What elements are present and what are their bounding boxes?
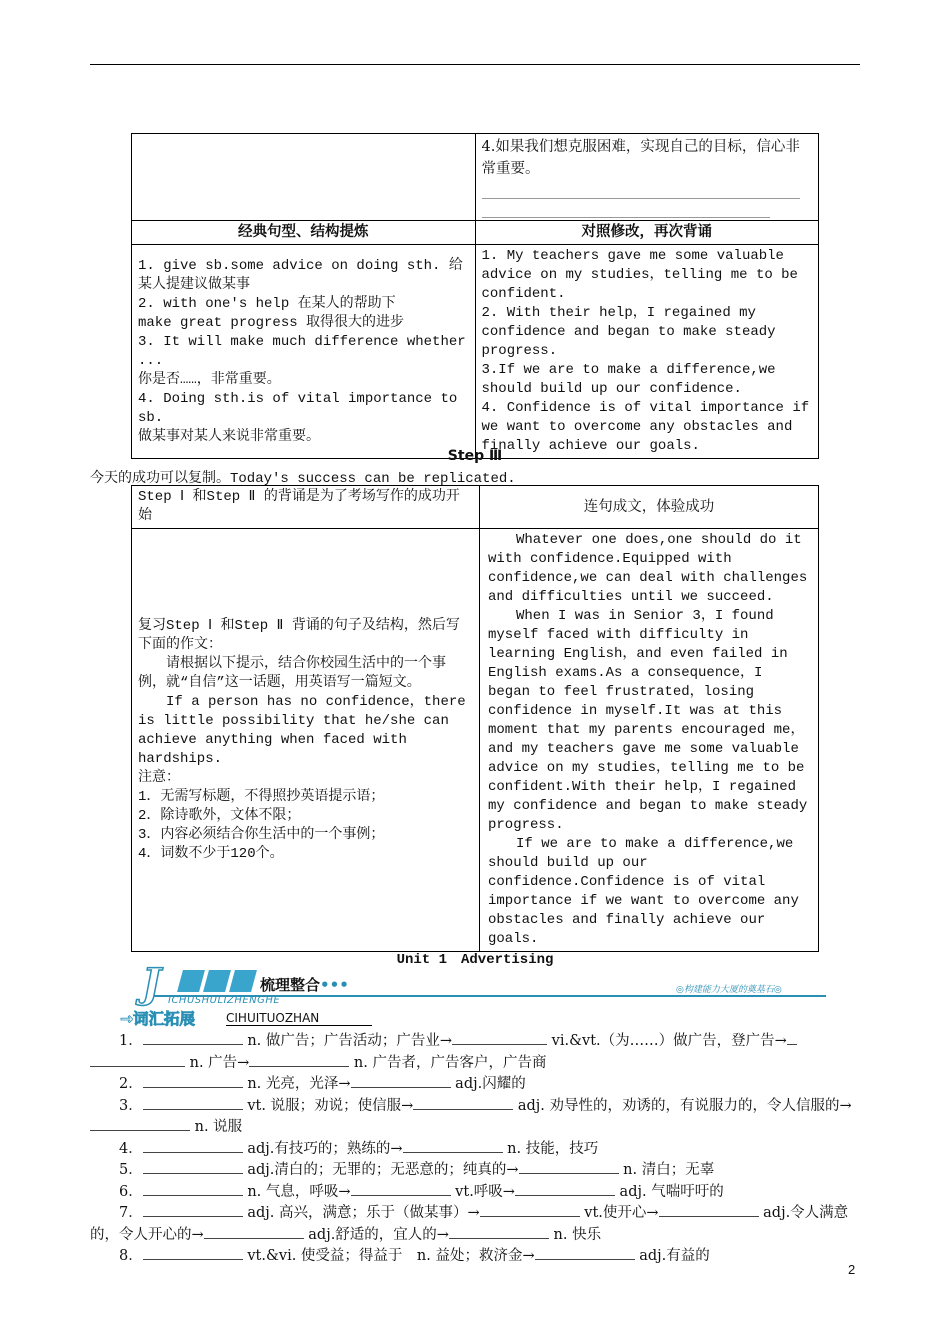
answer-blank[interactable] bbox=[351, 1181, 451, 1196]
banner-main-text: 梳理整合 bbox=[260, 976, 321, 994]
vocab-item bbox=[90, 1202, 860, 1245]
answer-blank[interactable] bbox=[449, 1224, 549, 1239]
answer-blank[interactable] bbox=[413, 1095, 513, 1110]
answer-blank[interactable] bbox=[204, 1224, 304, 1239]
sentence-structure-table bbox=[131, 133, 819, 459]
instruction-line: 4．词数不少于120个。 bbox=[138, 845, 284, 862]
vocab-text: adj.闪耀的 bbox=[450, 1076, 526, 1092]
table-row bbox=[132, 245, 819, 459]
answer-blank[interactable] bbox=[787, 1030, 797, 1045]
vocab-text: adj.有技巧的；熟练的→ bbox=[242, 1140, 403, 1157]
structure-line: 4. Doing sth.is of vital importance to sb. bbox=[138, 391, 466, 426]
vocab-text: n. 广告者，广告客户，广告商 bbox=[349, 1054, 547, 1071]
sentences-cell bbox=[475, 245, 819, 459]
vocab-text: n. 快乐 bbox=[548, 1226, 602, 1243]
structure-line: 2. with one's help 在某人的帮助下 bbox=[138, 296, 396, 312]
structure-line: 3. It will make much difference whether ... bbox=[138, 334, 475, 369]
answer-blank[interactable] bbox=[249, 1052, 349, 1067]
empty-cell bbox=[132, 134, 476, 221]
unit-title: Unit 1 Advertising bbox=[396, 952, 554, 968]
answer-blank[interactable] bbox=[143, 1138, 243, 1153]
structure-line: 做某事对某人来说非常重要。 bbox=[138, 429, 320, 445]
item-number: 1． bbox=[119, 1033, 143, 1049]
step-intro: 今天的成功可以复制。Today's success can be replicated. bbox=[90, 471, 516, 487]
instruction-line: If a person has no confidence，there is little possibility that he/she can achieve anything when faced with hardships. bbox=[138, 693, 475, 767]
banner-pinyin: ICHUSHULIZHENGHE bbox=[168, 995, 281, 1006]
answer-blank[interactable] bbox=[452, 1030, 547, 1045]
header-rule bbox=[90, 64, 860, 65]
vocab-item bbox=[90, 1095, 860, 1138]
instruction-line: 3．内容必须结合你生活中的一个事例； bbox=[138, 826, 385, 843]
instruction-line: 1．无需写标题，不得照抄英语提示语； bbox=[138, 788, 385, 805]
vocab-item bbox=[90, 1030, 860, 1073]
banner-sub-pinyin: CIHUITUOZHAN bbox=[226, 1011, 372, 1026]
vocab-text: vt.使开心→ bbox=[579, 1205, 659, 1221]
answer-blank[interactable] bbox=[351, 1073, 451, 1088]
item-number: 2． bbox=[119, 1076, 143, 1092]
instruction-line: 复习Step Ⅰ 和Step Ⅱ 背诵的句子及结构，然后写下面的作文： bbox=[138, 617, 460, 653]
vocab-text: vt. 说服；劝说；使信服→ bbox=[242, 1097, 414, 1114]
answer-blank[interactable] bbox=[515, 1181, 615, 1196]
translation-text: 4.如果我们想克服困难，实现自己的目标，信心非常重要。 bbox=[481, 139, 800, 177]
sentence-line: 4. Confidence is of vital importance if we want to overcome any obstacles and finally achieve our goals. bbox=[481, 400, 818, 454]
item-number: 4． bbox=[119, 1140, 143, 1157]
answer-blank[interactable] bbox=[143, 1095, 243, 1110]
answer-blank[interactable] bbox=[143, 1073, 243, 1088]
table-row bbox=[132, 134, 819, 221]
banner-subtitle: →词汇拓展 bbox=[120, 1010, 195, 1028]
vocab-item bbox=[90, 1245, 860, 1267]
vocab-text: n. 气息，呼吸→ bbox=[242, 1183, 351, 1200]
answer-blank[interactable] bbox=[659, 1202, 759, 1217]
vocab-text: n. 广告→ bbox=[185, 1054, 250, 1071]
table-row bbox=[132, 529, 819, 952]
instruction-line: 注意： bbox=[138, 769, 180, 786]
vocab-text: vt.&vi. 使受益；得益于 n. 益处；救济金→ bbox=[242, 1248, 535, 1264]
vocab-item bbox=[90, 1073, 860, 1095]
item-number: 3． bbox=[119, 1097, 143, 1114]
item-number: 5． bbox=[119, 1162, 143, 1178]
step-title: Step Ⅲ bbox=[447, 448, 503, 464]
answer-blank[interactable] bbox=[482, 201, 770, 218]
vocab-text: n. 光亮，光泽→ bbox=[242, 1076, 351, 1092]
structures-cell bbox=[132, 245, 476, 459]
vocab-text: adj.有益的 bbox=[634, 1248, 710, 1264]
essay-cell bbox=[480, 529, 819, 952]
vocab-text: adj. 气喘吁吁的 bbox=[614, 1183, 724, 1200]
answer-blank[interactable] bbox=[143, 1202, 243, 1217]
header-right: 连句成文，体验成功 bbox=[480, 486, 819, 529]
sentence-line: 1. My teachers gave me some valuable advice on my studies，telling me to be confident. bbox=[481, 248, 807, 302]
banner-dots: ••• bbox=[320, 976, 349, 994]
answer-blank[interactable] bbox=[480, 1202, 580, 1217]
table-row bbox=[132, 486, 819, 529]
answer-blank[interactable] bbox=[143, 1159, 243, 1174]
vocabulary-list bbox=[90, 1030, 860, 1267]
table-row bbox=[132, 221, 819, 245]
answer-blank[interactable] bbox=[143, 1030, 243, 1045]
answer-blank[interactable] bbox=[535, 1245, 635, 1260]
instruction-line: 请根据以下提示，结合你校园生活中的一个事例，就“自信”这一话题，用英语写一篇短文。 bbox=[138, 655, 446, 691]
banner-letter: J bbox=[142, 960, 161, 1007]
essay-paragraph: Whatever one does,one should do it with confidence.Equipped with confidence,we can deal with challenges and difficulties until we succeed. bbox=[488, 532, 816, 605]
vocab-text: adj.清白的；无罪的；无恶意的；纯真的→ bbox=[242, 1162, 519, 1178]
structure-line: make great progress 取得很大的进步 bbox=[138, 315, 405, 331]
sentence-line: 2. With their help，I regained my confidence and began to make steady progress. bbox=[481, 305, 784, 359]
vocab-text: n. 做广告；广告活动；广告业→ bbox=[242, 1033, 453, 1049]
answer-blank[interactable] bbox=[90, 1116, 190, 1131]
vocab-text: vi.&vt.（为……）做广告，登广告→ bbox=[547, 1033, 787, 1049]
instruction-line: 2．除诗歌外，文体不限； bbox=[138, 807, 301, 824]
essay-paragraph: When I was in Senior 3，I found myself faced with difficulty in learning English，and even failed in English exams.As a consequence，I began to feel frustrated，losing confidence in myself.It was at this moment that my parents encouraged me，and my teachers gave me some valuable advice on my studies，telling me to be confident.With their help，I regained my confidence and began to make steady progress. bbox=[488, 608, 816, 833]
vocab-text: n. 技能，技巧 bbox=[502, 1140, 599, 1157]
header-right: 对照修改，再次背诵 bbox=[475, 221, 819, 245]
item-number: 8． bbox=[119, 1248, 143, 1264]
answer-blank[interactable] bbox=[90, 1052, 185, 1067]
writing-table bbox=[131, 485, 819, 952]
vocab-text: vt.呼吸→ bbox=[450, 1183, 515, 1200]
item-number: 6． bbox=[119, 1183, 143, 1200]
answer-blank[interactable] bbox=[143, 1181, 243, 1196]
vocab-item bbox=[90, 1181, 860, 1203]
essay-paragraph: If we are to make a difference,we should build up our confidence.Confidence is of vital importance if we want to overcome any obstacles and finally achieve our goals. bbox=[488, 836, 808, 947]
answer-blank[interactable] bbox=[403, 1138, 503, 1153]
header-left: Step Ⅰ 和Step Ⅱ 的背诵是为了考场写作的成功开始 bbox=[132, 486, 480, 529]
structure-line: 1. give sb.some advice on doing sth. 给某人提建议做某事 bbox=[138, 258, 463, 293]
answer-blank[interactable] bbox=[143, 1245, 243, 1260]
vocab-text: n. 说服 bbox=[190, 1119, 243, 1135]
structure-line: 你是否……，非常重要。 bbox=[138, 372, 281, 388]
vocab-item bbox=[90, 1159, 860, 1181]
vocab-item bbox=[90, 1138, 860, 1160]
banner-tagline: ◎构建能力大厦的奠基石◎ bbox=[676, 985, 782, 995]
vocab-text: adj.令人满意的，令人开心的→ bbox=[90, 1205, 849, 1243]
translation-cell bbox=[475, 134, 819, 221]
sentence-line: 3.If we are to make a difference,we should build up our confidence. bbox=[481, 362, 784, 397]
page-number: 2 bbox=[848, 1262, 856, 1277]
vocab-text: adj.舒适的，宜人的→ bbox=[303, 1226, 449, 1243]
vocab-text: adj. 高兴，满意；乐于（做某事）→ bbox=[242, 1205, 480, 1221]
item-number: 7． bbox=[119, 1205, 143, 1221]
vocab-text: n. 清白；无辜 bbox=[618, 1162, 715, 1178]
instructions-cell bbox=[132, 529, 480, 952]
header-left: 经典句型、结构提炼 bbox=[132, 221, 476, 245]
vocab-text: adj. 劝导性的，劝诱的，有说服力的，令人信服的→ bbox=[513, 1097, 852, 1114]
answer-blank[interactable] bbox=[482, 182, 800, 199]
banner-main bbox=[260, 974, 349, 995]
answer-blank[interactable] bbox=[519, 1159, 619, 1174]
